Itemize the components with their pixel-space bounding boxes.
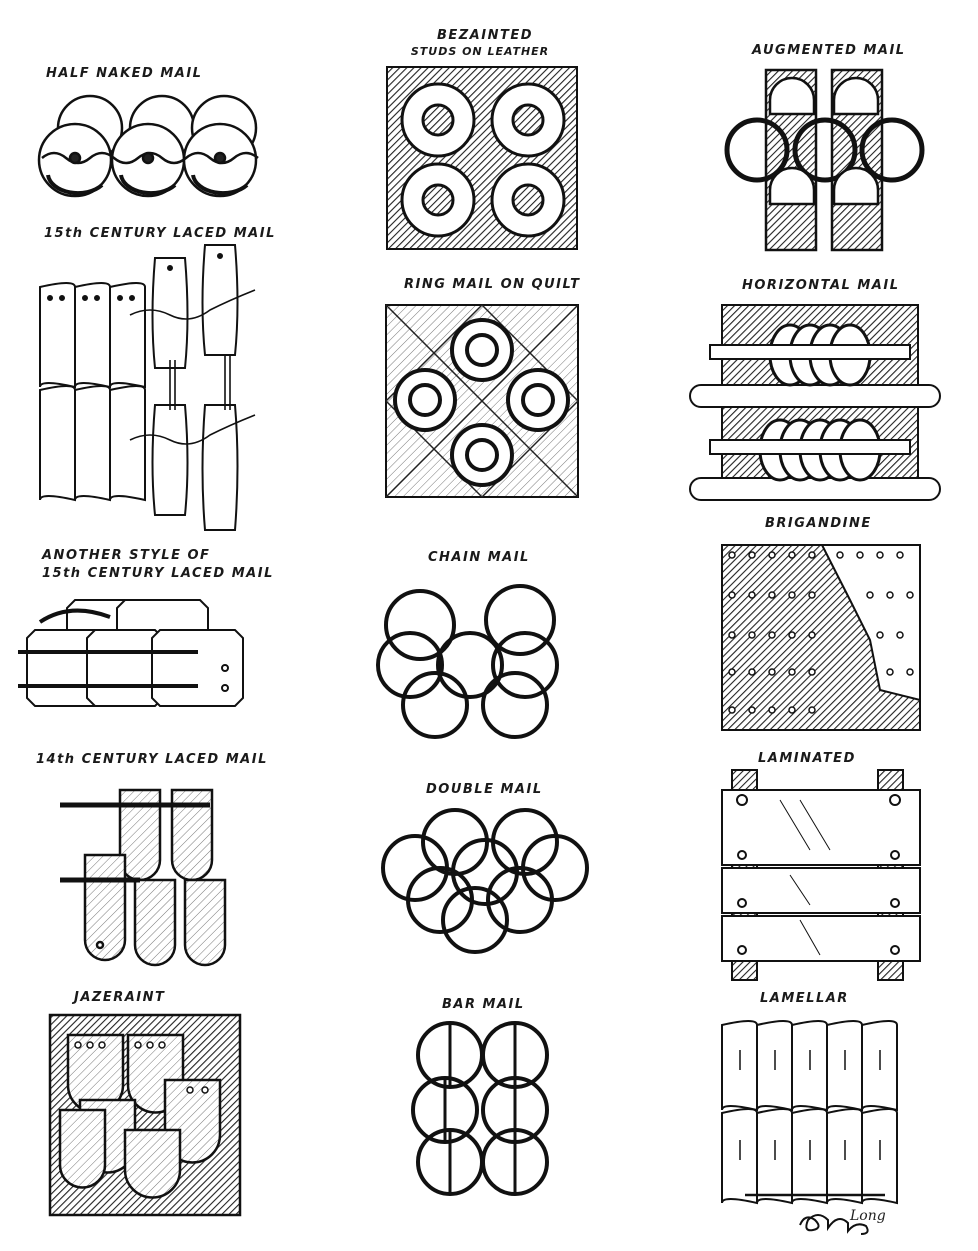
- laminated-drawing: [722, 770, 920, 980]
- label-double-mail: DOUBLE MAIL: [426, 782, 543, 797]
- artist-signature: Long: [850, 1208, 886, 1224]
- label-ring-mail-on-quilt: RING MAIL ON QUILT: [404, 277, 581, 292]
- label-another-style-line1: ANOTHER STYLE OF: [42, 548, 211, 563]
- brigandine-drawing: [722, 545, 920, 730]
- jazeraint-drawing: [50, 1015, 240, 1215]
- double-mail-drawing: [383, 810, 587, 952]
- label-bezainted: BEZAINTED: [436, 28, 534, 43]
- ring-mail-on-quilt-drawing: [386, 305, 578, 497]
- label-brigandine: BRIGANDINE: [765, 516, 872, 531]
- label-jazeraint: JAZERAINT: [74, 990, 166, 1005]
- label-horizontal-mail: HORIZONTAL MAIL: [742, 278, 900, 293]
- bar-mail-drawing: [413, 1023, 547, 1194]
- label-half-naked-mail: HALF NAKED MAIL: [46, 66, 203, 81]
- laced-mail-14th-drawing: [60, 790, 225, 965]
- chain-mail-drawing: [378, 586, 557, 737]
- lamellar-drawing: [722, 1021, 897, 1203]
- label-lamellar: LAMELLAR: [760, 991, 849, 1006]
- laced-mail-15th-drawing: [40, 245, 255, 530]
- label-14th-century-laced-mail: 14th CENTURY LACED MAIL: [36, 752, 268, 767]
- label-bar-mail: BAR MAIL: [442, 997, 525, 1012]
- bezainted-drawing: [387, 67, 577, 249]
- label-augmented-mail: AUGMENTED MAIL: [752, 43, 906, 58]
- label-15th-century-laced-mail: 15th CENTURY LACED MAIL: [44, 226, 276, 241]
- label-another-style-line2: 15th CENTURY LACED MAIL: [42, 566, 274, 581]
- label-chain-mail: CHAIN MAIL: [428, 550, 530, 565]
- label-laminated: LAMINATED: [758, 751, 856, 766]
- laced-mail-15th-another-drawing: [18, 600, 243, 706]
- augmented-mail-drawing: [727, 70, 922, 250]
- label-bezainted-sub: STUDS ON LEATHER: [410, 45, 550, 58]
- horizontal-mail-drawing: [690, 305, 940, 500]
- half-naked-mail-drawing: [39, 96, 258, 196]
